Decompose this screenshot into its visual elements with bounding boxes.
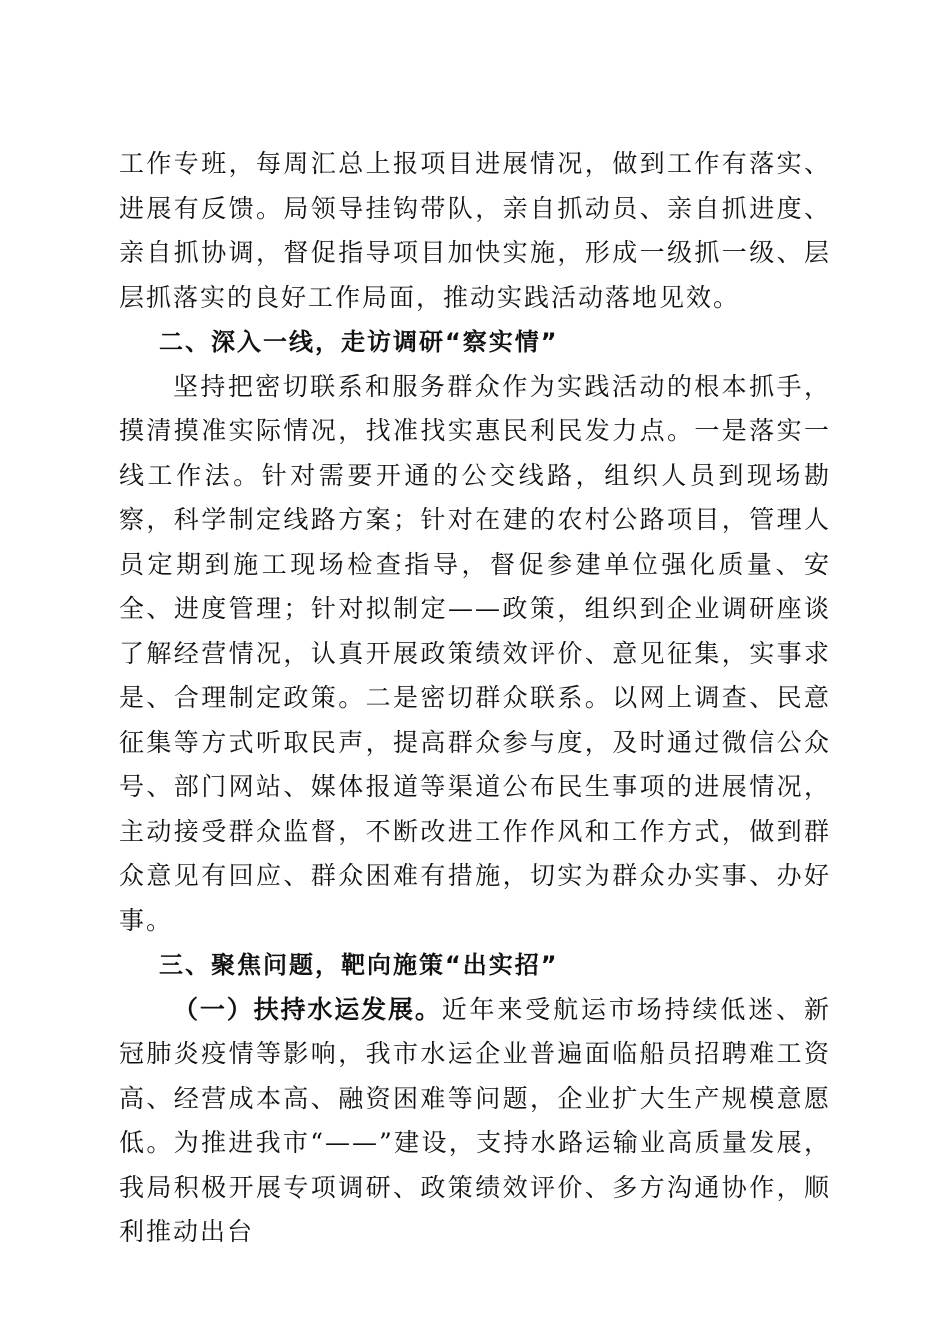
section-heading-2: 二、深入一线，走访调研“察实情” [159,328,559,356]
subsection-body: 近年来受航运市场持续低迷、新冠肺炎疫情等影响，我市水运企业普遍面临船员招聘难工资高、经营成本高、融资困难等问题，企业扩大生产规模意愿低。为推进我市“——”建设，支持水路运输业高质量发展，我局积极开展专项调研、政策绩效评价、多方沟通协作，顺利推动出台 [119,994,831,1246]
paragraph-section-2: 坚持把密切联系和服务群众作为实践活动的根本抓手，摸清摸准实际情况，找准找实惠民利民发力点。一是落实一线工作法。针对需要开通的公交线路，组织人员到现场勘察，科学制定线路方案；针对在建的农村公路项目，管理人员定期到施工现场检查指导，督促参建单位强化质量、安全、进度管理；针对拟制定——政策，组织到企业调研座谈了解经营情况，认真开展政策绩效评价、意见征集，实事求是、合理制定政策。二是密切群众联系。以网上调查、民意征集等方式听取民声，提高群众参与度，及时通过微信公众号、部门网站、媒体报道等渠道公布民生事项的进展情况，主动接受群众监督，不断改进工作作风和工作方式，做到群众意见有回应、群众困难有措施，切实为群众办实事、办好事。 [119,371,831,935]
paragraph-section-3 [119,988,831,1255]
section-heading-3: 三、聚焦问题，靶向施策“出实招” [159,951,559,979]
subsection-lead: （一）扶持水运发展。 [173,994,442,1024]
document-body [119,142,831,1255]
paragraph-continued: 工作专班，每周汇总上报项目进展情况，做到工作有落实、进展有反馈。局领导挂钩带队，亲自抓动员、亲自抓进度、亲自抓协调，督促指导项目加快实施，形成一级抓一级、层层抓落实的良好工作局面，推动实践活动落地见效。 [119,149,831,312]
